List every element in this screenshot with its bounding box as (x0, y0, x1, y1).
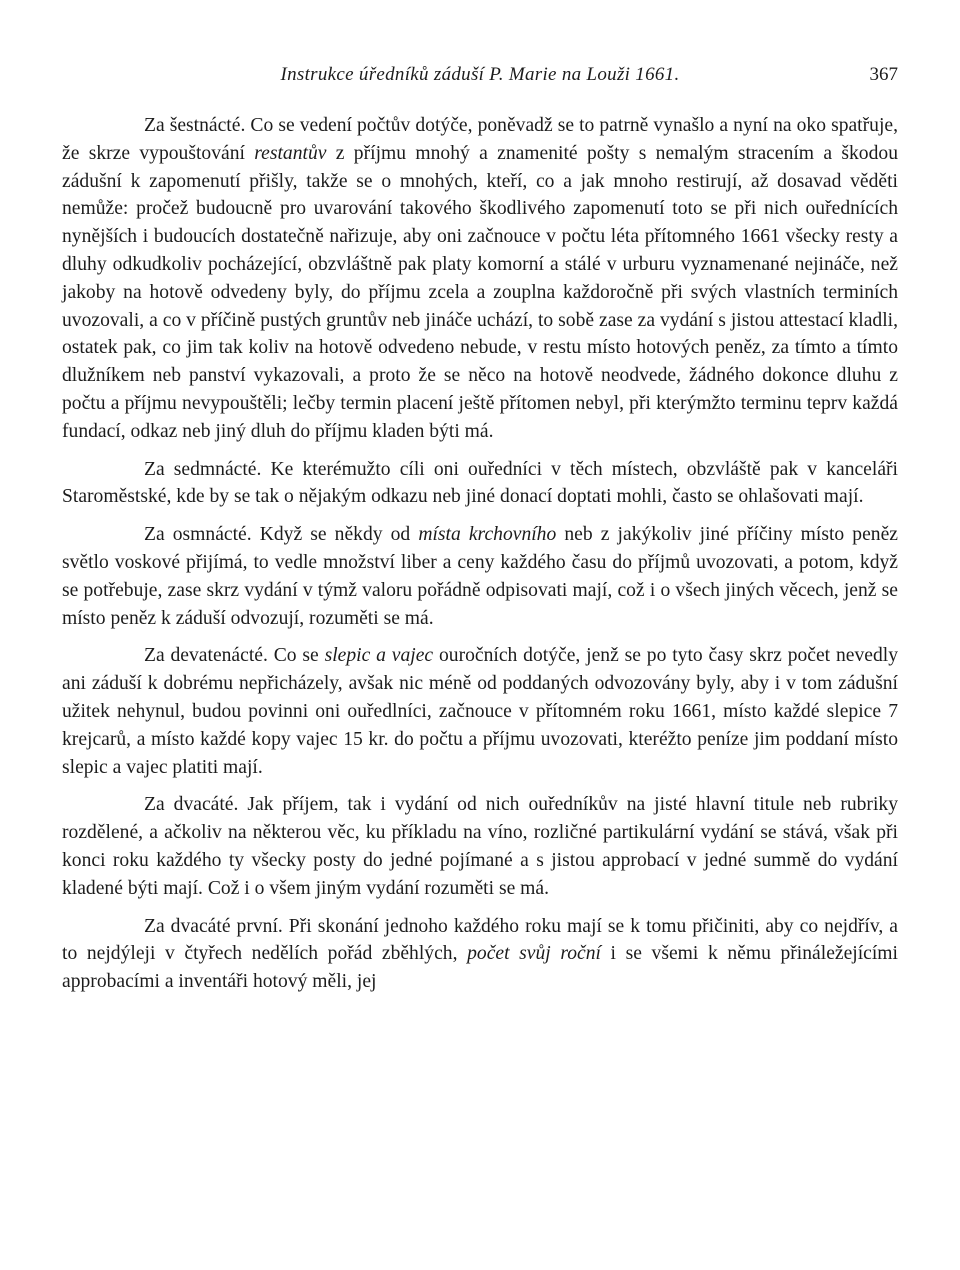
emphasis-restantuv: restantův (254, 142, 327, 164)
emphasis-pocet-svuj-rocni: počet svůj roční (467, 943, 601, 965)
paragraph-17: Za sedmnácté. Ke kterémužto cíli oni ouředníci v těch místech, obzvláště pak v kanceláři Staroměstské, kde by se tak o nějakým odkazu neb jiné donací doptati mohli, často se ohlašovati mají. (62, 458, 898, 508)
page-number: 367 (869, 64, 898, 85)
page-header (62, 60, 898, 92)
document-page (62, 60, 898, 1006)
document-body (62, 112, 898, 996)
paragraph-21: Za dvacáté první. Při skonání jednoho každého roku mají se k tomu přičiniti, aby co nejdřív, a to nejdýleji v čtyřech nedělích pořád zběhlých, počet svůj roční i se všemi k němu přináležejícími approbacími a inventáři hotový měli, jej (62, 915, 898, 993)
emphasis-slepic-a-vajec: slepic a vajec (324, 645, 434, 667)
paragraph-19: Za devatenácté. Co se slepic a vajec ouročních dotýče, jenž se po tyto časy skrz počet nevedly ani záduší k dobrému nepřicházely, avšak nic méně od poddaných odvozovány byly, aby i v tom zádušní užitek nehynul, budou povinni oni ouředlníci, začnouce v přítomném roku 1661, místo každé slepice 7 krejcarů, a místo každé kopy vajec 15 kr. do počtu a příjmu uvozovati, kteréžto peníze jim poddaní místo slepic a vajec platiti mají. (62, 645, 898, 778)
paragraph-18: Za osmnácté. Když se někdy od místa krchovního neb z jakýkoliv jiné příčiny místo peněz světlo voskové přijímá, to vedle množství liber a ceny každého času do příjmů uvozovati, a potom, když se potřebuje, zase skrz vydání v týmž valoru pořádně odpisovati mají, což i o všech jiných věcech, jenž se místo peněz k záduší odvozují, rozuměti se má. (62, 524, 898, 629)
emphasis-mista-krchovniho: místa krchovního (418, 524, 557, 546)
running-title: Instrukce úředníků záduší P. Marie na Louži 1661. (280, 64, 680, 85)
paragraph-16: Za šestnácté. Co se vedení počtův dotýče, poněvadž se to patrně vynašlo a nyní na oko spatřuje, že skrze vypouštování restantův z příjmu mnohý a znamenité pošty s nemalým stracením a škodou zádušní k zapomenutí přišly, takže se o mnohých, kteří, co a jak mnoho restirují, až dosavad věděti nemůže: pročež budoucně pro uvarování takového škodlivého zapomenutí toto se při nich ouřednících nynějších i budoucích dostatečně nařizuje, aby oni začnouce v počtu léta přítomného 1661 všecky resty a dluhy odkudkoliv pocházející, obzvláštně pak platy komorní a stálé v urburu vyznamenané nejináče, než jakoby na hotově odvedeny byly, do příjmu zcela a zouplna každoročně při svých vlastních terminích uvozovali, a co v příčině pustých gruntův neb jináče uchází, to sobě zase za vydání s jistou attestací kladli, ostatek pak, co jim tak koliv na hotově odvedeno nebude, v restu místo hotových peněz, za tímto a tímto dlužníkem neb panství vykazovali, a proto že se něco na hotově neodvede, žádného dokonce dluhu z počtu a příjmu nevypouštěli; lečby termin placení ještě přítomen nebyl, při kterýmžto terminu teprv každá fundací, odkaz neb jiný dluh do příjmu kladen býti má. (62, 115, 898, 442)
paragraph-20: Za dvacáté. Jak příjem, tak i vydání od nich ouředníkův na jisté hlavní titule neb rubriky rozdělené, a ačkoliv na některou věc, ku příkladu na víno, rozličné partikulární vydání se stává, však při konci roku každého ty všecky posty do jedné pojímané a s jistou approbací v jedné summě do vydání kladené býti mají. Což i o všem jiným vydání rozuměti se má. (62, 794, 898, 899)
